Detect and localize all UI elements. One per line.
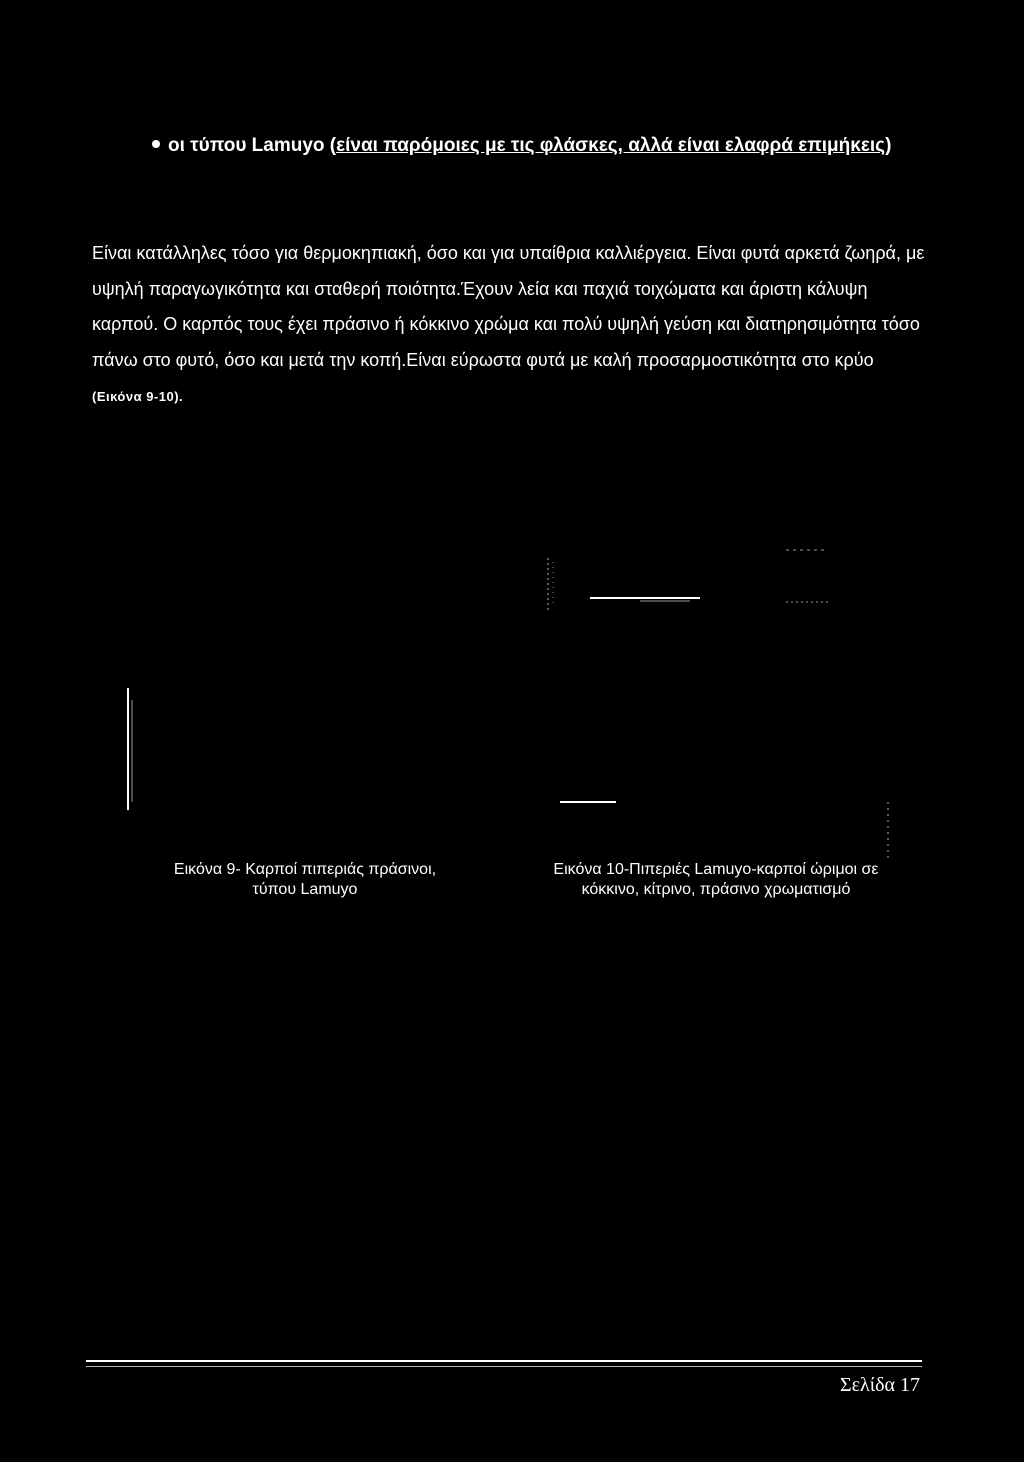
caption-10-line-1: Εικόνα 10-Πιπεριές Lamuyo-καρποί ώριμοι σε — [553, 861, 879, 878]
figure-image-left — [128, 558, 553, 810]
body-paragraph — [92, 236, 928, 415]
bullet-lead-text: οι τύπου Lamuyo ( — [168, 135, 337, 156]
figure-image-right — [560, 550, 888, 860]
bullet-icon — [152, 140, 160, 148]
footer-divider-thin — [86, 1366, 922, 1367]
bullet-underlined-text: είναι παρόμοιες με τις φλάσκες, αλλά είναι ελαφρά επιμήκεις — [336, 135, 886, 156]
paragraph-text: Είναι κατάλληλες τόσο για θερμοκηπιακή, όσο και για υπαίθρια καλλιέργεια. Είναι φυτά αρκετά ζωηρά, με υψηλή παραγωγικότητα και σταθερή ποιότητα.Έχουν λεία και παχιά τοιχώματα και άριστη κάλυψη καρπού. Ο καρπός τους έχει πράσινο ή κόκκινο χρώμα και πολύ υψηλή γεύση και διατηρησιμότητα τόσο πάνω στο φυτό, όσο και μετά την κοπή.Είναι εύρωστα φυτά με καλή προσαρμοστικότητα στο κρύο — [92, 243, 925, 370]
bullet-tail-text: ) — [885, 135, 892, 156]
figure-reference: (Εικόνα 9-10). — [92, 389, 184, 404]
page-number: Σελίδα 17 — [839, 1374, 920, 1396]
caption-9-line-1: Εικόνα 9- Καρποί πιπεριάς πράσινοι, — [173, 861, 437, 878]
caption-9-line-2: τύπου Lamuyo — [252, 881, 358, 898]
figure-caption-9 — [140, 860, 470, 900]
bullet-item-lamuyo — [152, 128, 912, 163]
figure-images-area — [0, 540, 1024, 860]
footer-divider — [86, 1360, 922, 1362]
figure-caption-10 — [520, 860, 912, 900]
caption-10-line-2: κόκκινο, κίτρινο, πράσινο χρωματισμό — [581, 881, 851, 898]
